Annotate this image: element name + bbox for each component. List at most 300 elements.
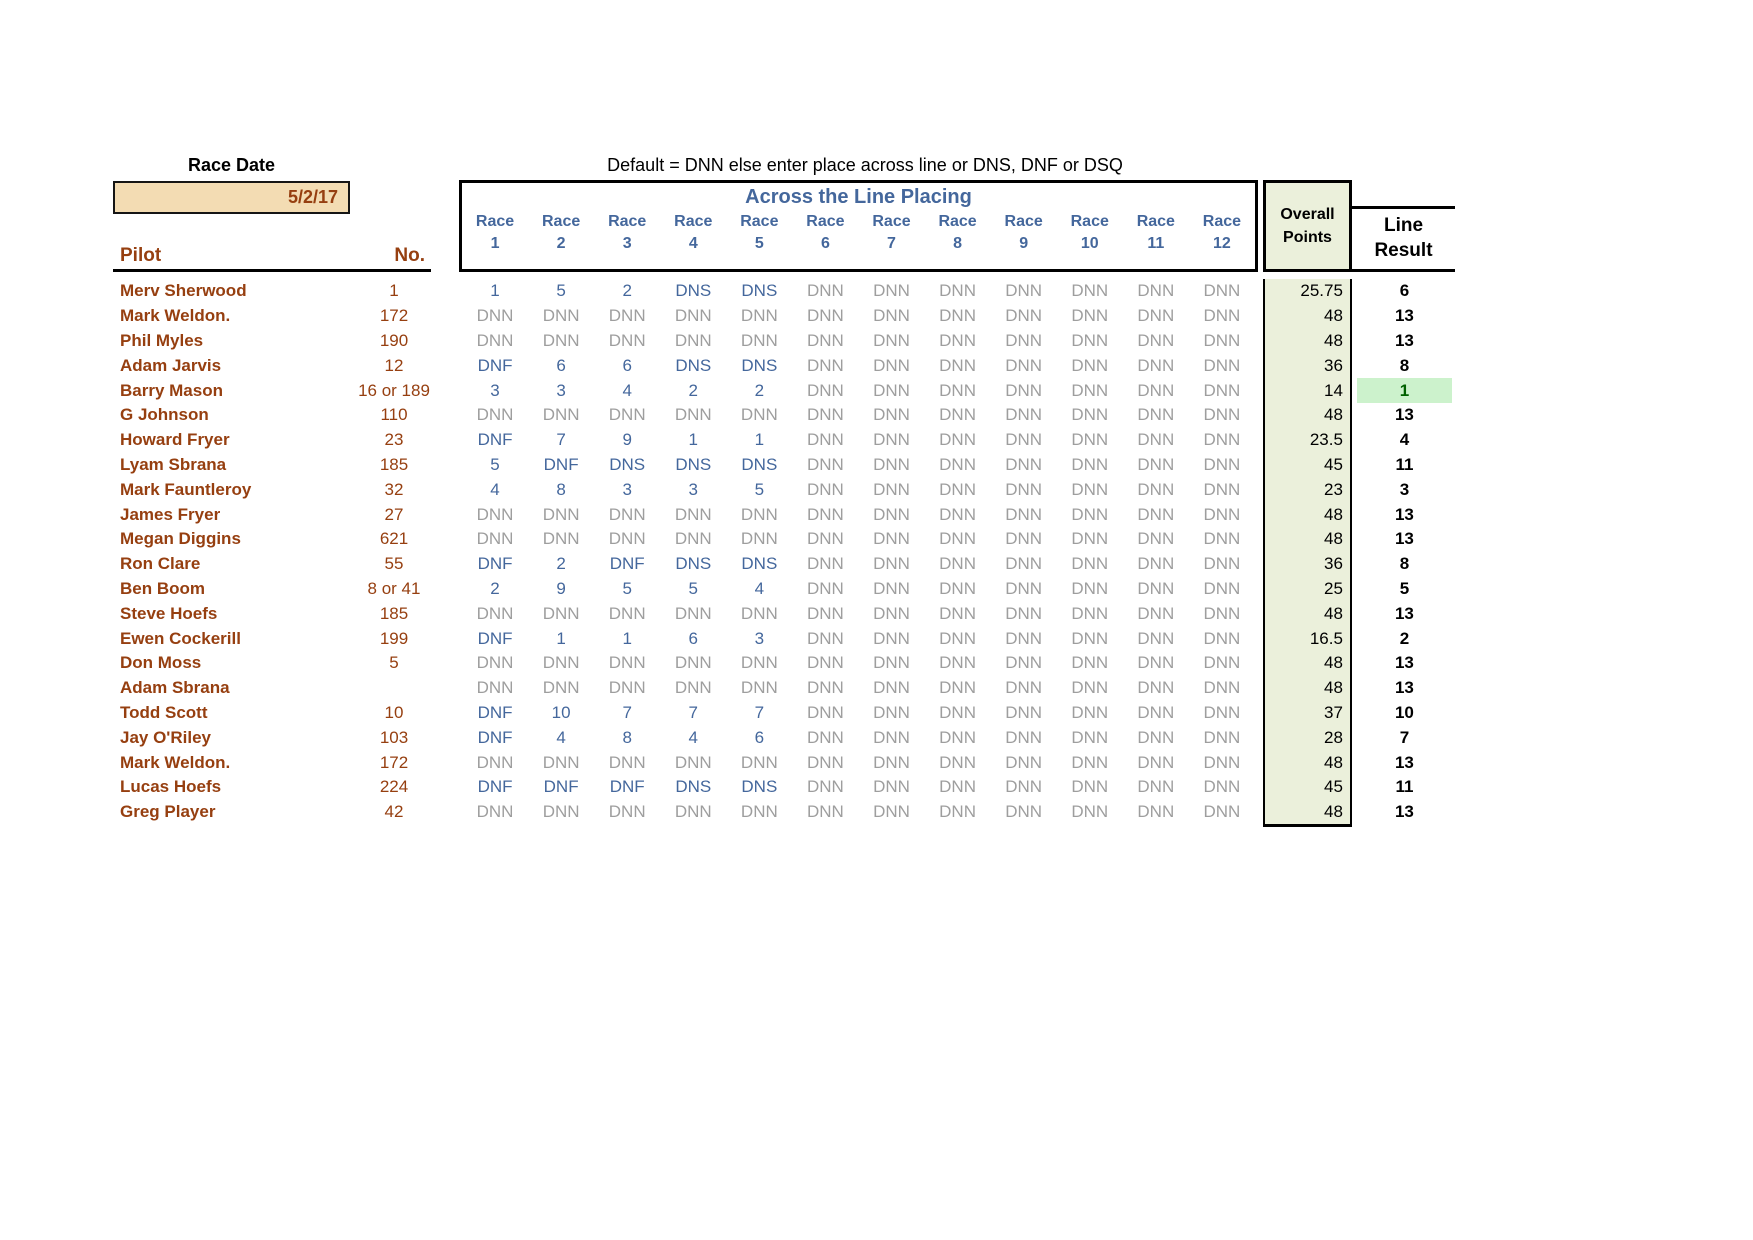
race-cell[interactable]: 2 xyxy=(622,281,632,301)
no-cell[interactable]: 32 xyxy=(384,479,404,499)
race-cell[interactable]: DNN xyxy=(807,330,844,350)
race-cell[interactable]: DNN xyxy=(740,653,778,673)
race-cell[interactable]: DNN xyxy=(1071,380,1109,400)
race-cell[interactable]: DNF xyxy=(543,454,579,474)
race-cell[interactable]: DNN xyxy=(1137,554,1175,574)
race-cell[interactable]: 6 xyxy=(622,355,632,375)
pilot-cell[interactable]: Megan Diggins xyxy=(120,529,241,549)
race-cell[interactable]: DNN xyxy=(740,330,778,350)
race-cell[interactable]: DNN xyxy=(1005,306,1043,326)
race-cell[interactable]: DNN xyxy=(674,752,712,772)
race-cell[interactable]: 6 xyxy=(688,628,698,648)
race-cell[interactable]: DNN xyxy=(1203,504,1241,524)
line-result-cell[interactable]: 13 xyxy=(1394,405,1414,425)
no-cell[interactable]: 199 xyxy=(379,628,409,648)
pilot-cell[interactable]: Todd Scott xyxy=(120,702,208,722)
race-cell[interactable]: DNN xyxy=(476,330,514,350)
race-cell[interactable]: DNN xyxy=(1203,281,1241,301)
race-cell[interactable]: DNN xyxy=(1137,578,1175,598)
race-cell[interactable]: DNN xyxy=(740,405,778,425)
race-cell[interactable]: DNN xyxy=(939,405,976,425)
pilot-cell[interactable]: Steve Hoefs xyxy=(120,603,218,623)
overall-points-cell[interactable]: 48 xyxy=(1263,403,1352,428)
race-cell[interactable]: 2 xyxy=(688,380,698,400)
race-cell[interactable]: DNF xyxy=(477,554,513,574)
race-cell[interactable]: DNN xyxy=(939,380,976,400)
race-cell[interactable]: 5 xyxy=(490,454,500,474)
race-cell[interactable]: DNN xyxy=(873,430,910,450)
race-cell[interactable]: DNN xyxy=(608,752,646,772)
pilot-cell[interactable]: Merv Sherwood xyxy=(120,281,247,301)
overall-points-cell[interactable]: 45 xyxy=(1263,775,1352,800)
no-cell[interactable]: 12 xyxy=(384,355,404,375)
race-cell[interactable]: DNN xyxy=(939,603,976,623)
race-cell[interactable]: DNN xyxy=(1203,603,1241,623)
race-cell[interactable]: DNN xyxy=(674,405,712,425)
race-cell[interactable]: DNN xyxy=(1137,454,1175,474)
line-result-cell[interactable]: 13 xyxy=(1394,653,1414,673)
race-cell[interactable]: DNN xyxy=(674,529,712,549)
race-cell[interactable]: DNN xyxy=(873,702,910,722)
overall-points-cell[interactable]: 48 xyxy=(1263,676,1352,701)
race-cell[interactable]: DNN xyxy=(939,628,976,648)
overall-points-cell[interactable]: 48 xyxy=(1263,527,1352,552)
race-cell[interactable]: DNN xyxy=(873,405,910,425)
race-cell[interactable]: DNS xyxy=(741,281,778,301)
no-cell[interactable]: 172 xyxy=(379,306,409,326)
race-cell[interactable]: DNN xyxy=(939,554,976,574)
race-cell[interactable]: DNN xyxy=(1137,479,1175,499)
race-cell[interactable]: DNN xyxy=(1071,554,1109,574)
race-cell[interactable]: DNN xyxy=(939,802,976,822)
race-cell[interactable]: DNF xyxy=(477,430,513,450)
race-cell[interactable]: DNN xyxy=(873,454,910,474)
race-cell[interactable]: DNN xyxy=(542,330,580,350)
race-cell[interactable]: DNN xyxy=(873,678,910,698)
race-cell[interactable]: DNN xyxy=(939,306,976,326)
race-cell[interactable]: DNF xyxy=(609,777,645,797)
race-cell[interactable]: DNS xyxy=(741,554,778,574)
race-cell[interactable]: DNN xyxy=(1071,653,1109,673)
race-cell[interactable]: DNN xyxy=(807,653,844,673)
race-cell[interactable]: DNN xyxy=(608,330,646,350)
line-result-cell[interactable]: 8 xyxy=(1399,355,1410,375)
race-cell[interactable]: DNN xyxy=(939,777,976,797)
pilot-cell[interactable]: Adam Sbrana xyxy=(120,678,230,698)
race-cell[interactable]: DNN xyxy=(1071,578,1109,598)
race-cell[interactable]: DNS xyxy=(675,355,712,375)
race-cell[interactable]: DNN xyxy=(873,628,910,648)
race-cell[interactable]: DNN xyxy=(608,802,646,822)
overall-points-cell[interactable]: 36 xyxy=(1263,552,1352,577)
race-cell[interactable]: DNN xyxy=(1203,578,1241,598)
line-result-cell[interactable]: 11 xyxy=(1395,777,1414,797)
race-cell[interactable]: DNS xyxy=(741,777,778,797)
race-cell[interactable]: DNN xyxy=(1203,653,1241,673)
race-cell[interactable]: 5 xyxy=(622,578,632,598)
line-result-cell[interactable]: 11 xyxy=(1395,454,1414,474)
race-cell[interactable]: DNN xyxy=(939,752,976,772)
race-cell[interactable]: DNN xyxy=(1071,529,1109,549)
race-cell[interactable]: DNN xyxy=(807,727,844,747)
race-cell[interactable]: DNN xyxy=(873,752,910,772)
line-result-cell[interactable]: 1 xyxy=(1357,378,1452,403)
race-cell[interactable]: DNN xyxy=(1203,454,1241,474)
race-cell[interactable]: DNN xyxy=(1071,355,1109,375)
race-cell[interactable]: DNN xyxy=(1137,504,1175,524)
race-cell[interactable]: DNN xyxy=(740,678,778,698)
race-cell[interactable]: DNN xyxy=(1203,802,1241,822)
race-cell[interactable]: 3 xyxy=(688,479,698,499)
race-cell[interactable]: DNN xyxy=(740,306,778,326)
race-cell[interactable]: DNN xyxy=(939,430,976,450)
pilot-cell[interactable]: Lyam Sbrana xyxy=(120,454,227,474)
race-cell[interactable]: 7 xyxy=(688,702,698,722)
overall-points-cell[interactable]: 37 xyxy=(1263,701,1352,726)
race-cell[interactable]: DNN xyxy=(1071,727,1109,747)
race-cell[interactable]: DNN xyxy=(807,281,844,301)
race-cell[interactable]: DNN xyxy=(939,678,976,698)
race-cell[interactable]: DNN xyxy=(1203,752,1241,772)
pilot-cell[interactable]: Barry Mason xyxy=(120,380,223,400)
no-cell[interactable]: 110 xyxy=(380,405,408,425)
pilot-cell[interactable]: Phil Myles xyxy=(120,330,204,350)
race-cell[interactable]: DNN xyxy=(1005,752,1043,772)
race-cell[interactable]: DNN xyxy=(674,306,712,326)
race-cell[interactable]: DNN xyxy=(542,529,580,549)
race-cell[interactable]: DNN xyxy=(873,554,910,574)
race-cell[interactable]: DNN xyxy=(1005,281,1043,301)
race-cell[interactable]: DNF xyxy=(609,554,645,574)
no-cell[interactable]: 172 xyxy=(379,752,409,772)
race-cell[interactable]: 4 xyxy=(688,727,698,747)
race-cell[interactable]: DNN xyxy=(1071,330,1109,350)
race-cell[interactable]: DNN xyxy=(1005,727,1043,747)
race-cell[interactable]: DNN xyxy=(542,405,580,425)
race-cell[interactable]: DNN xyxy=(873,479,910,499)
race-cell[interactable]: DNN xyxy=(1005,454,1043,474)
race-cell[interactable]: DNN xyxy=(1137,330,1175,350)
line-result-cell[interactable]: 13 xyxy=(1394,504,1414,524)
race-cell[interactable]: DNN xyxy=(807,628,844,648)
race-cell[interactable]: DNN xyxy=(542,504,580,524)
race-cell[interactable]: DNN xyxy=(1071,479,1109,499)
race-cell[interactable]: DNN xyxy=(873,727,910,747)
overall-points-cell[interactable]: 48 xyxy=(1263,502,1352,527)
race-cell[interactable]: DNN xyxy=(1203,727,1241,747)
race-cell[interactable]: DNN xyxy=(873,504,910,524)
race-cell[interactable]: DNN xyxy=(1071,454,1109,474)
race-cell[interactable]: DNN xyxy=(542,802,580,822)
race-cell[interactable]: DNN xyxy=(1005,628,1043,648)
race-cell[interactable]: DNN xyxy=(476,529,514,549)
race-cell[interactable]: DNN xyxy=(674,678,712,698)
line-result-cell[interactable]: 10 xyxy=(1394,702,1414,722)
race-cell[interactable]: 4 xyxy=(556,727,566,747)
race-cell[interactable]: DNN xyxy=(807,702,844,722)
pilot-cell[interactable]: Adam Jarvis xyxy=(120,355,222,375)
race-cell[interactable]: DNN xyxy=(873,777,910,797)
no-cell[interactable]: 5 xyxy=(389,653,399,673)
line-result-cell[interactable]: 13 xyxy=(1394,678,1414,698)
race-cell[interactable]: DNN xyxy=(1005,529,1043,549)
overall-points-cell[interactable]: 36 xyxy=(1263,353,1352,378)
race-cell[interactable]: DNN xyxy=(807,355,844,375)
race-cell[interactable]: DNS xyxy=(675,454,712,474)
race-cell[interactable]: DNN xyxy=(807,603,844,623)
race-cell[interactable]: DNN xyxy=(1203,330,1241,350)
pilot-cell[interactable]: Greg Player xyxy=(120,802,216,822)
pilot-cell[interactable]: Ron Clare xyxy=(120,554,201,574)
race-cell[interactable]: DNN xyxy=(1137,529,1175,549)
race-cell[interactable]: 2 xyxy=(754,380,765,400)
race-cell[interactable]: 4 xyxy=(754,578,765,598)
race-cell[interactable]: DNN xyxy=(608,678,646,698)
pilot-cell[interactable]: Howard Fryer xyxy=(120,430,230,450)
race-cell[interactable]: DNN xyxy=(476,306,514,326)
race-cell[interactable]: DNN xyxy=(1203,702,1241,722)
race-cell[interactable]: DNN xyxy=(476,504,514,524)
line-result-cell[interactable]: 5 xyxy=(1399,578,1410,598)
pilot-cell[interactable]: Mark Fauntleroy xyxy=(120,479,252,499)
race-cell[interactable]: 2 xyxy=(490,578,500,598)
race-cell[interactable]: 6 xyxy=(556,355,566,375)
race-cell[interactable]: DNS xyxy=(741,355,778,375)
race-cell[interactable]: DNN xyxy=(1005,603,1043,623)
line-result-cell[interactable]: 4 xyxy=(1399,430,1410,450)
overall-points-cell[interactable]: 48 xyxy=(1263,601,1352,626)
race-cell[interactable]: DNN xyxy=(807,306,844,326)
no-cell[interactable]: 224 xyxy=(379,777,409,797)
overall-points-cell[interactable]: 28 xyxy=(1263,725,1352,750)
race-cell[interactable]: DNN xyxy=(939,454,976,474)
race-cell[interactable]: DNS xyxy=(675,281,712,301)
race-cell[interactable]: DNN xyxy=(1137,727,1175,747)
race-cell[interactable]: DNN xyxy=(939,479,976,499)
race-cell[interactable]: 6 xyxy=(754,727,765,747)
race-cell[interactable]: DNN xyxy=(1071,678,1109,698)
no-cell[interactable]: 42 xyxy=(384,802,404,822)
race-cell[interactable]: DNN xyxy=(1203,479,1241,499)
race-cell[interactable]: DNN xyxy=(939,727,976,747)
race-cell[interactable]: DNN xyxy=(939,702,976,722)
race-cell[interactable]: DNN xyxy=(1203,306,1241,326)
no-cell[interactable]: 103 xyxy=(379,727,409,747)
overall-points-cell[interactable]: 14 xyxy=(1263,378,1352,403)
race-cell[interactable]: 5 xyxy=(556,281,566,301)
pilot-cell[interactable]: Jay O'Riley xyxy=(120,727,211,747)
line-result-cell[interactable]: 13 xyxy=(1394,603,1414,623)
race-cell[interactable]: 3 xyxy=(556,380,566,400)
line-result-cell[interactable]: 7 xyxy=(1399,727,1410,747)
no-cell[interactable]: 185 xyxy=(379,603,409,623)
race-cell[interactable]: DNN xyxy=(807,454,844,474)
overall-points-cell[interactable]: 16.5 xyxy=(1263,626,1352,651)
overall-points-cell[interactable]: 48 xyxy=(1263,750,1352,775)
race-cell[interactable]: DNN xyxy=(608,306,646,326)
race-cell[interactable]: DNN xyxy=(807,380,844,400)
race-cell[interactable]: DNN xyxy=(1071,430,1109,450)
line-result-cell[interactable]: 13 xyxy=(1394,529,1414,549)
race-cell[interactable]: DNN xyxy=(1137,603,1175,623)
race-cell[interactable]: 9 xyxy=(622,430,632,450)
race-cell[interactable]: DNN xyxy=(1071,281,1109,301)
race-cell[interactable]: DNN xyxy=(1137,702,1175,722)
race-cell[interactable]: DNN xyxy=(1005,554,1043,574)
overall-points-cell[interactable]: 45 xyxy=(1263,453,1352,478)
race-cell[interactable]: 5 xyxy=(688,578,698,598)
race-cell[interactable]: DNS xyxy=(741,454,778,474)
overall-points-cell[interactable]: 48 xyxy=(1263,800,1352,825)
race-cell[interactable]: DNN xyxy=(1005,355,1043,375)
race-cell[interactable]: DNN xyxy=(873,802,910,822)
race-cell[interactable]: DNN xyxy=(1203,777,1241,797)
race-cell[interactable]: DNN xyxy=(807,752,844,772)
race-cell[interactable]: DNN xyxy=(1137,306,1175,326)
race-cell[interactable]: DNN xyxy=(939,504,976,524)
race-cell[interactable]: DNN xyxy=(1005,678,1043,698)
race-cell[interactable]: DNN xyxy=(939,281,976,301)
no-cell[interactable]: 23 xyxy=(384,430,404,450)
no-cell[interactable]: 55 xyxy=(384,554,404,574)
race-cell[interactable]: 8 xyxy=(622,727,632,747)
race-cell[interactable]: DNF xyxy=(477,628,513,648)
race-cell[interactable]: DNN xyxy=(1203,355,1241,375)
race-cell[interactable]: DNN xyxy=(1071,306,1109,326)
race-cell[interactable]: 9 xyxy=(556,578,566,598)
race-cell[interactable]: DNN xyxy=(674,504,712,524)
overall-points-cell[interactable]: 25.75 xyxy=(1263,279,1352,304)
race-cell[interactable]: DNN xyxy=(1137,355,1175,375)
race-cell[interactable]: DNN xyxy=(1137,653,1175,673)
race-cell[interactable]: DNN xyxy=(807,678,844,698)
race-cell[interactable]: DNN xyxy=(807,802,844,822)
race-cell[interactable]: DNN xyxy=(873,330,910,350)
race-cell[interactable]: DNN xyxy=(1005,430,1043,450)
race-cell[interactable]: 5 xyxy=(754,479,765,499)
line-result-cell[interactable]: 3 xyxy=(1399,479,1410,499)
race-cell[interactable]: DNF xyxy=(477,777,513,797)
race-cell[interactable]: DNN xyxy=(608,529,646,549)
race-cell[interactable]: DNN xyxy=(873,380,910,400)
race-cell[interactable]: DNN xyxy=(608,405,646,425)
race-cell[interactable]: DNN xyxy=(1203,380,1241,400)
race-cell[interactable]: DNN xyxy=(807,777,844,797)
race-cell[interactable]: DNN xyxy=(807,405,844,425)
race-cell[interactable]: DNN xyxy=(939,529,976,549)
race-cell[interactable]: DNN xyxy=(1071,777,1109,797)
overall-points-cell[interactable]: 48 xyxy=(1263,329,1352,354)
no-cell[interactable]: 1 xyxy=(389,281,399,301)
race-cell[interactable]: 3 xyxy=(490,380,500,400)
race-cell[interactable]: 4 xyxy=(490,479,500,499)
race-cell[interactable]: DNN xyxy=(939,330,976,350)
race-cell[interactable]: 1 xyxy=(556,628,566,648)
race-cell[interactable]: 3 xyxy=(622,479,632,499)
race-cell[interactable]: DNN xyxy=(1137,678,1175,698)
race-cell[interactable]: DNN xyxy=(674,330,712,350)
race-cell[interactable]: DNS xyxy=(675,554,712,574)
race-cell[interactable]: 7 xyxy=(622,702,632,722)
line-result-cell[interactable]: 8 xyxy=(1399,554,1410,574)
race-cell[interactable]: DNN xyxy=(674,802,712,822)
line-result-cell[interactable]: 13 xyxy=(1394,802,1414,822)
race-cell[interactable]: 1 xyxy=(622,628,632,648)
race-cell[interactable]: 10 xyxy=(551,702,571,722)
line-result-cell[interactable]: 13 xyxy=(1394,330,1414,350)
race-cell[interactable]: DNN xyxy=(1005,653,1043,673)
race-cell[interactable]: 1 xyxy=(754,430,765,450)
race-cell[interactable]: DNN xyxy=(476,752,514,772)
race-cell[interactable]: DNN xyxy=(1071,405,1109,425)
race-cell[interactable]: DNN xyxy=(807,578,844,598)
race-cell[interactable]: DNN xyxy=(476,603,514,623)
race-cell[interactable]: DNN xyxy=(740,529,778,549)
race-cell[interactable]: DNN xyxy=(608,653,646,673)
race-date-cell[interactable]: 5/2/17 xyxy=(113,181,350,214)
race-cell[interactable]: DNN xyxy=(1137,380,1175,400)
race-cell[interactable]: DNN xyxy=(542,678,580,698)
race-cell[interactable]: DNN xyxy=(873,578,910,598)
race-cell[interactable]: DNN xyxy=(740,603,778,623)
pilot-cell[interactable]: Ewen Cockerill xyxy=(120,628,241,648)
race-cell[interactable]: DNN xyxy=(873,653,910,673)
pilot-cell[interactable]: Ben Boom xyxy=(120,578,205,598)
race-cell[interactable]: DNN xyxy=(1005,702,1043,722)
race-cell[interactable]: DNN xyxy=(1137,405,1175,425)
race-cell[interactable]: DNN xyxy=(542,603,580,623)
race-cell[interactable]: DNN xyxy=(1203,529,1241,549)
race-cell[interactable]: DNN xyxy=(740,504,778,524)
race-cell[interactable]: DNN xyxy=(1203,554,1241,574)
race-cell[interactable]: DNN xyxy=(1005,578,1043,598)
race-cell[interactable]: DNN xyxy=(1071,628,1109,648)
race-cell[interactable]: DNF xyxy=(477,702,513,722)
race-cell[interactable]: DNN xyxy=(873,355,910,375)
race-cell[interactable]: DNN xyxy=(1005,330,1043,350)
race-cell[interactable]: DNN xyxy=(939,355,976,375)
race-cell[interactable]: DNN xyxy=(1203,430,1241,450)
race-cell[interactable]: DNN xyxy=(476,653,514,673)
race-cell[interactable]: DNN xyxy=(740,802,778,822)
race-cell[interactable]: DNN xyxy=(1071,702,1109,722)
race-cell[interactable]: DNN xyxy=(542,653,580,673)
race-cell[interactable]: DNN xyxy=(674,653,712,673)
no-cell[interactable]: 621 xyxy=(379,529,409,549)
race-cell[interactable]: DNN xyxy=(1005,777,1043,797)
race-cell[interactable]: 1 xyxy=(490,281,500,301)
race-cell[interactable]: DNN xyxy=(674,603,712,623)
overall-points-cell[interactable]: 23 xyxy=(1263,477,1352,502)
pilot-cell[interactable]: Don Moss xyxy=(120,653,202,673)
race-cell[interactable]: DNN xyxy=(1071,752,1109,772)
race-cell[interactable]: DNN xyxy=(1071,504,1109,524)
overall-points-cell[interactable]: 23.5 xyxy=(1263,428,1352,453)
race-cell[interactable]: DNN xyxy=(807,554,844,574)
overall-points-cell[interactable]: 48 xyxy=(1263,651,1352,676)
race-cell[interactable]: DNN xyxy=(807,504,844,524)
overall-points-cell[interactable]: 25 xyxy=(1263,577,1352,602)
no-cell[interactable]: 190 xyxy=(379,330,409,350)
line-result-cell[interactable]: 6 xyxy=(1399,281,1410,301)
race-cell[interactable]: DNF xyxy=(543,777,579,797)
race-cell[interactable]: DNN xyxy=(1137,281,1175,301)
race-cell[interactable]: 2 xyxy=(556,554,566,574)
race-cell[interactable]: DNN xyxy=(1137,802,1175,822)
race-cell[interactable]: 1 xyxy=(688,430,698,450)
race-cell[interactable]: DNN xyxy=(1137,628,1175,648)
race-cell[interactable]: DNN xyxy=(1071,802,1109,822)
